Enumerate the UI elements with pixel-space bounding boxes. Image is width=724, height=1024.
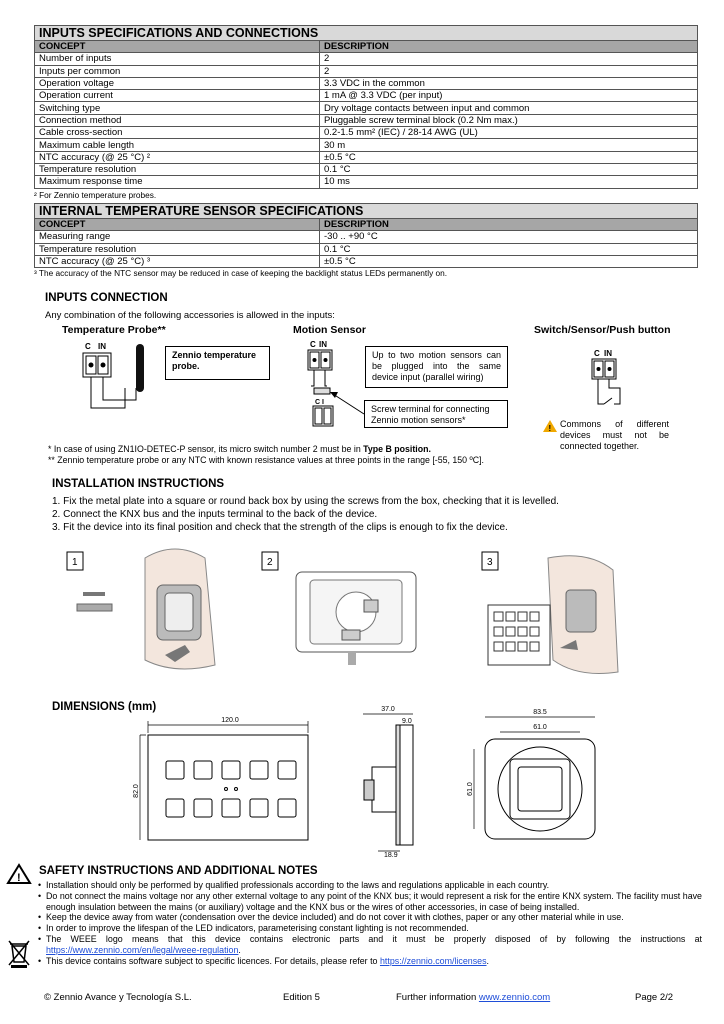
table-row: Switching type Dry voltage contacts between input and common <box>35 102 698 114</box>
install-figure-3 <box>478 550 638 680</box>
warning-icon <box>543 420 557 432</box>
install-step-2: 2. Connect the KNX bus and the inputs terminal to the back of the device. <box>52 509 378 520</box>
install-step-3: 3. Fit the device into its final position and check that the strength of the clips is enough to fix the device. <box>52 522 508 533</box>
step-number-3: 3 <box>487 557 493 568</box>
table-row: Maximum response time 10 ms <box>35 176 698 188</box>
terminal-in-label: IN <box>98 342 106 351</box>
switch-terminal-c: C <box>594 349 600 358</box>
list-item: • Keep the device away from water (condensation over the device included) and do not cover it with clothes, paper or any other material while in use. <box>38 912 702 923</box>
table-row: Maximum cable length 30 m <box>35 139 698 151</box>
motion-terminal-c: C <box>310 340 316 349</box>
footer-company: © Zennio Avance y Tecnología S.L. <box>44 992 192 1003</box>
switch-wiring-diagram <box>590 348 630 418</box>
table-row: Operation voltage 3.3 VDC in the common <box>35 77 698 89</box>
col-concept: CONCEPT <box>35 219 320 231</box>
switch-terminal-in: IN <box>604 349 612 358</box>
inputs-connection-intro: Any combination of the following accessories is allowed in the inputs: <box>45 310 335 321</box>
motion-callout-parallel: Up to two motion sensors can be plugged into the same device input (parallel wiring) <box>365 346 508 388</box>
table-row: NTC accuracy (@ 25 °C) ² ±0.5 °C <box>35 151 698 163</box>
safety-title: SAFETY INSTRUCTIONS AND ADDITIONAL NOTES <box>39 865 318 877</box>
dimensions-title: DIMENSIONS (mm) <box>52 701 157 713</box>
col-description: DESCRIPTION <box>320 219 698 231</box>
licenses-link[interactable]: https://zennio.com/licenses <box>379 955 487 966</box>
plate-inner-label: 61.0 <box>533 724 547 731</box>
footer-info: Further information www.zennio.com <box>396 992 551 1003</box>
terminal-c-label: C <box>85 342 91 351</box>
list-item: • The WEEE logo means that this device contains electronic parts and it must be properly disposed of by following the instructions at https://www.zennio.com/en/legal/weee-regulation. <box>38 934 702 956</box>
inputs-spec-table <box>34 25 698 189</box>
plate-view-drawing <box>467 707 610 847</box>
probe-note: ** Zennio temperature probe or any NTC with known resistance values at three points in the range [-55, 150 ºC]. <box>48 455 484 465</box>
table-row: Operation current 1 mA @ 3.3 VDC (per input) <box>35 90 698 102</box>
plate-height-label: 61.0 <box>467 782 474 796</box>
table-row: Connection method Pluggable screw terminal block (0.2 Nm max.) <box>35 114 698 126</box>
table-row: NTC accuracy (@ 25 °C) ³ ±0.5 °C <box>35 255 698 267</box>
table-row: Measuring range -30 .. +90 °C <box>35 231 698 243</box>
footer-edition: Edition 5 <box>283 992 320 1003</box>
col-concept: CONCEPT <box>35 41 320 53</box>
inputs-table-title: INPUTS SPECIFICATIONS AND CONNECTIONS <box>35 26 698 41</box>
table-row: Temperature resolution 0.1 °C <box>35 243 698 255</box>
table-row: Cable cross-section 0.2-1.5 mm² (IEC) / 28-14 AWG (UL) <box>35 127 698 139</box>
sensor-table-title: INTERNAL TEMPERATURE SENSOR SPECIFICATIONS <box>35 204 698 219</box>
installation-title: INSTALLATION INSTRUCTIONS <box>52 478 225 490</box>
safety-list <box>30 880 702 966</box>
install-figure-1 <box>65 540 240 680</box>
side-view-drawing <box>358 705 418 859</box>
step-number-2: 2 <box>267 557 273 568</box>
probe-callout: Zennio temperature probe. <box>165 346 270 380</box>
footer-page: Page 2/2 <box>635 992 674 1003</box>
table-row: Inputs per common 2 <box>35 65 698 77</box>
motion-terminal-in: IN <box>319 340 327 349</box>
front-view-drawing <box>133 713 320 843</box>
switch-note: Commons of different devices must not be connected together. <box>560 419 669 451</box>
side-bottom-label: 18.9 <box>384 852 398 859</box>
step-number-1: 1 <box>72 557 78 568</box>
motion-label: Motion Sensor <box>293 324 366 336</box>
switch-label: Switch/Sensor/Push button <box>534 324 671 336</box>
table-row: Temperature resolution 0.1 °C <box>35 163 698 175</box>
motion-note: * In case of using ZN1IO-DETEC-P sensor, its micro switch number 2 must be in Type B position. <box>48 444 431 454</box>
safety-warning-icon <box>7 864 31 884</box>
zennio-website-link[interactable]: www.zennio.com <box>478 992 551 1003</box>
side-depth-label: 37.0 <box>381 706 395 713</box>
install-step-1: 1. Fix the metal plate into a square or round back box by using the screws from the box, checking that it is levelled. <box>52 496 559 507</box>
list-item: • Do not connect the mains voltage nor any other external voltage to any point of the KNX bus; it would represent a risk for the entire KNX system. The facility must have enough insulation between the mains (or auxiliary) voltage and the KNX bus or the wires of other accessories, in case of being installed. <box>38 891 702 913</box>
weee-link[interactable]: https://www.zennio.com/en/legal/weee-regulation <box>46 944 239 955</box>
svg-text:!: ! <box>548 424 552 433</box>
plate-width-label: 83.5 <box>533 709 547 716</box>
motion-terminal-ci: C I <box>315 399 324 406</box>
probe-wiring-diagram <box>80 340 170 415</box>
list-item: • Installation should only be performed by qualified professionals according to the laws and regulations applicable in each country. <box>38 880 702 891</box>
svg-text:!: ! <box>17 872 21 884</box>
motion-wiring-diagram <box>305 338 365 433</box>
inputs-connection-title: INPUTS CONNECTION <box>45 292 168 304</box>
col-description: DESCRIPTION <box>320 41 698 53</box>
list-item: • In order to improve the lifespan of the LED indicators, parameterising constant lighting is not recommended. <box>38 923 702 934</box>
sensor-spec-table <box>34 203 698 268</box>
table-row: Number of inputs 2 <box>35 53 698 65</box>
motion-callout-terminal: Screw terminal for connecting Zennio motion sensors* <box>364 400 508 428</box>
callout-arrow <box>330 388 370 418</box>
sensor-footnote: ³ The accuracy of the NTC sensor may be reduced in case of keeping the backlight status LEDs permanently on. <box>34 268 448 278</box>
front-height-label: 82.0 <box>133 784 140 798</box>
list-item: • This device contains software subject to specific licences. For details, please refer to https://zennio.com/licenses. <box>38 956 702 967</box>
inputs-footnote: ² For Zennio temperature probes. <box>34 190 157 200</box>
front-width-label: 120.0 <box>221 717 239 724</box>
weee-bin-icon <box>8 940 30 968</box>
side-small-label: 9.0 <box>402 718 412 725</box>
probe-label: Temperature Probe** <box>62 324 166 336</box>
install-figure-2 <box>262 550 442 665</box>
